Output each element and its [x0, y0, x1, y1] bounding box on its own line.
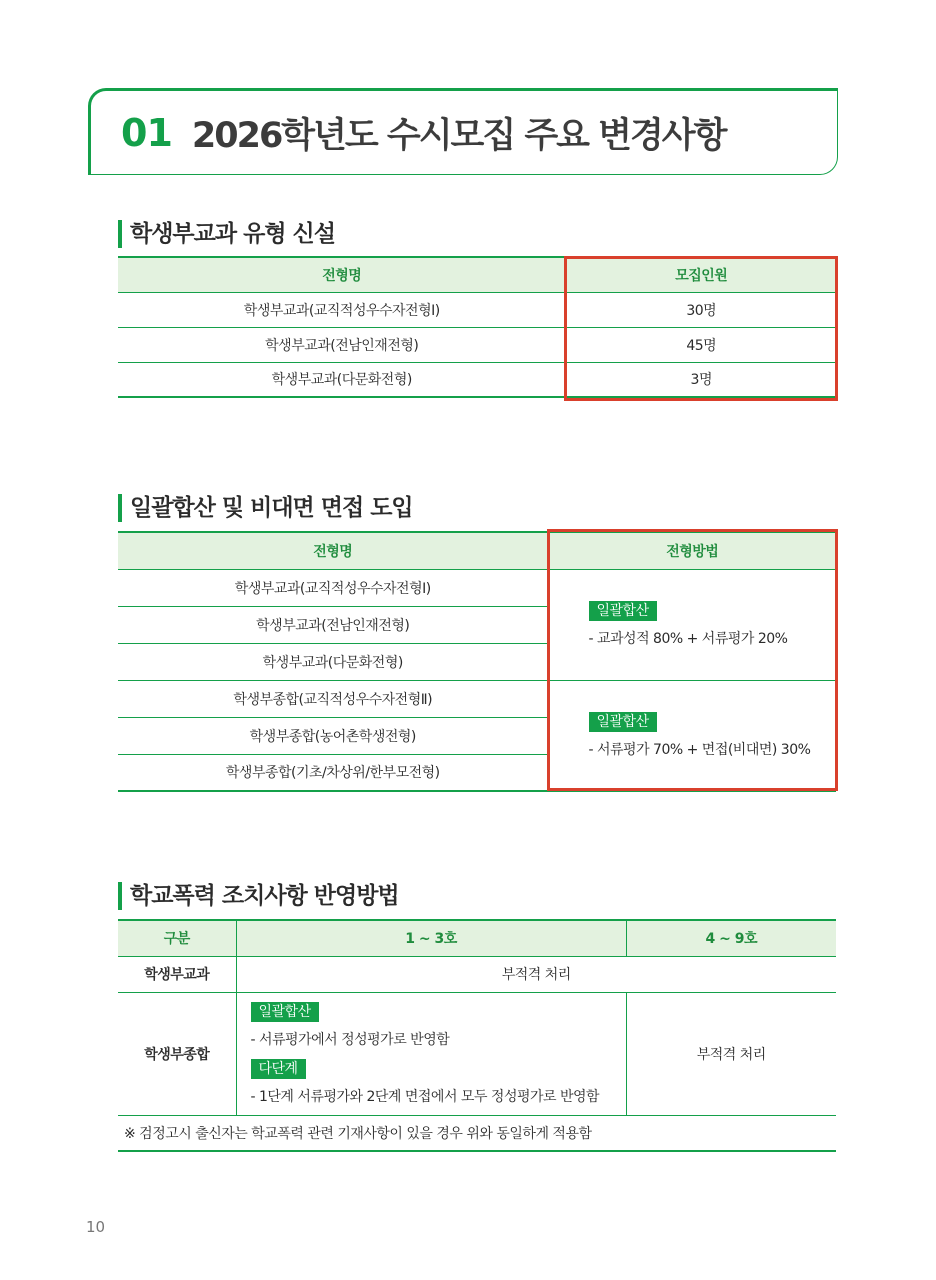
admission-type-cell: 학생부교과(교직적성우수자전형Ⅰ)	[118, 569, 548, 606]
quota-cell: 30명	[566, 292, 836, 327]
method-description: - 서류평가에서 정성평가로 반영함	[250, 1031, 450, 1048]
method-tag: 일괄합산	[251, 1002, 319, 1022]
method-tag: 다단계	[251, 1059, 306, 1079]
table-header-row	[118, 257, 836, 292]
section2-heading: 일괄합산 및 비대면 면접 도입	[118, 494, 413, 522]
admission-type-cell: 학생부종합(교직적성우수자전형Ⅱ)	[118, 680, 548, 717]
school-violence-table	[118, 919, 836, 1152]
admission-type-cell: 학생부교과(전남인재전형)	[118, 327, 566, 362]
table-row	[118, 292, 836, 327]
method-description: - 1단계 서류평가와 2단계 면접에서 모두 정성평가로 반영함	[250, 1088, 600, 1105]
quota-cell: 3명	[566, 362, 836, 397]
table-header-row	[118, 532, 836, 569]
admission-type-cell: 학생부교과(다문화전형)	[118, 643, 548, 680]
column-header-name: 전형명	[118, 257, 566, 292]
table-row	[118, 327, 836, 362]
admission-type-cell: 학생부종합(농어촌학생전형)	[118, 717, 548, 754]
table-row	[118, 956, 836, 992]
new-type-table	[118, 256, 836, 398]
column-header-quota: 모집인원	[566, 257, 836, 292]
evaluation-method-table	[118, 531, 836, 792]
admission-type-cell: 학생부교과(전남인재전형)	[118, 606, 548, 643]
table-row	[118, 680, 836, 717]
admission-type-cell: 학생부교과(교직적성우수자전형Ⅰ)	[118, 292, 566, 327]
table-row	[118, 992, 836, 1115]
method-description: - 서류평가 70% + 면접(비대면) 30%	[588, 741, 811, 758]
category-cell: 학생부종합	[118, 992, 236, 1115]
table-row	[118, 362, 836, 397]
method-tag: 일괄합산	[589, 712, 657, 732]
table-row	[118, 569, 836, 606]
column-header-category: 구분	[118, 920, 236, 956]
column-header-name: 전형명	[118, 532, 548, 569]
admission-type-cell: 학생부교과(다문화전형)	[118, 362, 566, 397]
page-number: 10	[86, 1218, 106, 1236]
column-header-method: 전형방법	[548, 532, 836, 569]
method-cell	[548, 569, 836, 680]
column-header-level-1-3: 1 ~ 3호	[236, 920, 626, 956]
method-description: - 교과성적 80% + 서류평가 20%	[588, 631, 788, 647]
page-title-box	[88, 88, 838, 175]
table-note-row	[118, 1115, 836, 1151]
method-tag: 일괄합산	[589, 601, 657, 621]
section3-heading: 학교폭력 조치사항 반영방법	[118, 882, 399, 910]
admission-type-cell: 학생부종합(기초/차상위/한부모전형)	[118, 754, 548, 791]
column-header-level-4-9: 4 ~ 9호	[626, 920, 836, 956]
section1-heading: 학생부교과 유형 신설	[118, 220, 335, 248]
table-header-row	[118, 920, 836, 956]
treatment-cell: 부적격 처리	[626, 992, 836, 1115]
footnote: ※ 검정고시 출신자는 학교폭력 관련 기재사항이 있을 경우 위와 동일하게 적용함	[118, 1115, 836, 1151]
category-cell: 학생부교과	[118, 956, 236, 992]
treatment-detail-cell	[236, 992, 626, 1115]
method-cell	[548, 680, 836, 791]
quota-cell: 45명	[566, 327, 836, 362]
section-number: 01	[121, 110, 172, 155]
page-title: 2026학년도 수시모집 주요 변경사항	[191, 115, 726, 156]
treatment-cell: 부적격 처리	[236, 956, 836, 992]
